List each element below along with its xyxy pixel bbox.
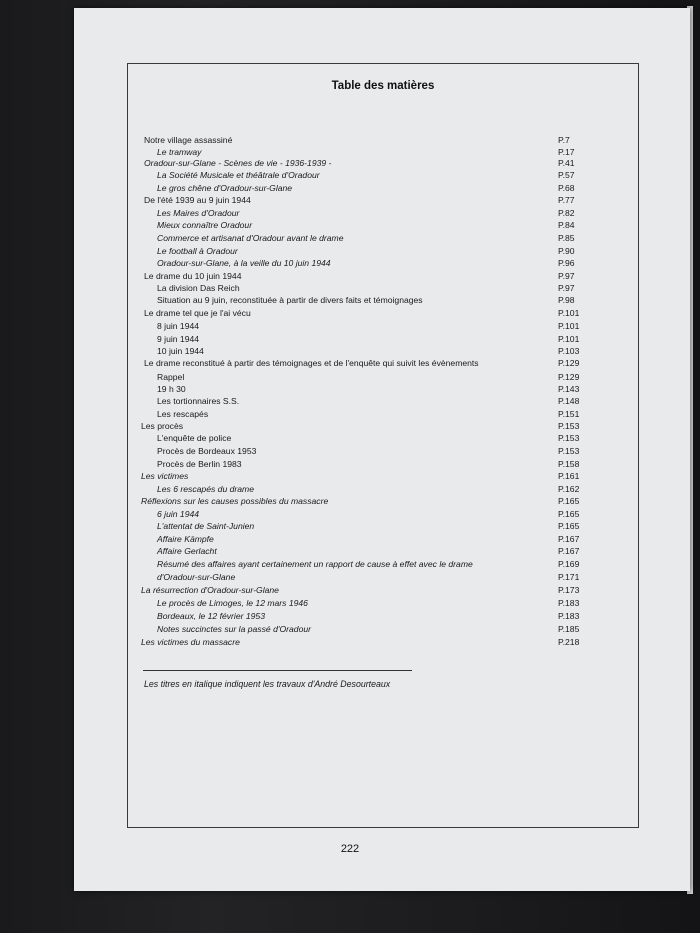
toc-entry-label: Rappel bbox=[157, 372, 185, 382]
toc-entry-label: 6 juin 1944 bbox=[157, 509, 200, 519]
toc-entry-page: P.96 bbox=[558, 258, 575, 268]
toc-entry-page: P.103 bbox=[558, 346, 580, 356]
toc-entry-page: P.165 bbox=[558, 521, 580, 531]
toc-entry-page: P.82 bbox=[558, 208, 575, 218]
toc-entry-label: Le drame reconstitué à partir des témoignages et de l'enquête qui suivit les évènements bbox=[144, 358, 479, 368]
toc-entry-page: P.158 bbox=[558, 459, 580, 469]
toc-entry-page: P.98 bbox=[558, 295, 575, 305]
toc-entry-label: Affaire Kämpfe bbox=[157, 534, 214, 544]
toc-entry-label: 10 juin 1944 bbox=[157, 346, 204, 356]
toc-entry-label: L'enquête de police bbox=[157, 433, 232, 443]
toc-entry-page: P.101 bbox=[558, 334, 580, 344]
toc-entry-label: 9 juin 1944 bbox=[157, 334, 200, 344]
toc-entry-page: P.151 bbox=[558, 409, 580, 419]
toc-entry-page: P.162 bbox=[558, 484, 580, 494]
toc-entry-label: Le drame du 10 juin 1944 bbox=[144, 271, 242, 281]
toc-entry-label: Les rescapés bbox=[157, 409, 209, 419]
toc-entry-page: P.153 bbox=[558, 446, 580, 456]
toc-entry-page: P.183 bbox=[558, 598, 580, 608]
toc-entry-label: Situation au 9 juin, reconstituée à partir de divers faits et témoignages bbox=[157, 295, 423, 305]
toc-entry-page: P.97 bbox=[558, 271, 575, 281]
toc-entry-label: La Société Musicale et théâtrale d'Oradour bbox=[157, 170, 320, 180]
page-number: 222 bbox=[340, 843, 360, 855]
toc-entry-page: P.218 bbox=[558, 637, 580, 647]
toc-entry-label: 19 h 30 bbox=[157, 384, 186, 394]
toc-entry-page: P.173 bbox=[558, 585, 580, 595]
toc-entry-label: Mieux connaître Oradour bbox=[157, 220, 253, 230]
toc-entry-page: P.153 bbox=[558, 421, 580, 431]
toc-entry-label: Résumé des affaires ayant certainement un rapport de cause à effet avec le drame bbox=[157, 559, 473, 569]
toc-entry-page: P.57 bbox=[558, 170, 575, 180]
toc-entry-label: d'Oradour-sur-Glane bbox=[157, 572, 236, 582]
toc-entry-label: De l'été 1939 au 9 juin 1944 bbox=[144, 195, 251, 205]
toc-entry-label: Notes succinctes sur la passé d'Oradour bbox=[157, 624, 312, 634]
toc-entry-label: Bordeaux, le 12 février 1953 bbox=[157, 611, 265, 621]
toc-entry-page: P.84 bbox=[558, 220, 575, 230]
toc-entry-page: P.148 bbox=[558, 396, 580, 406]
toc-entry-label: Le drame tel que je l'ai vécu bbox=[144, 308, 251, 318]
toc-entry-page: P.101 bbox=[558, 321, 580, 331]
toc-entry-label: Les victimes bbox=[141, 471, 189, 481]
toc-entry-label: Affaire Gerlacht bbox=[157, 546, 217, 556]
toc-entry-label: L'attentat de Saint-Junien bbox=[157, 521, 255, 531]
toc-entry-page: P.153 bbox=[558, 433, 580, 443]
toc-entry-label: Procès de Bordeaux 1953 bbox=[157, 446, 257, 456]
page-title: Table des matières bbox=[331, 80, 435, 92]
toc-entry-label: Procès de Berlin 1983 bbox=[157, 459, 242, 469]
footnote-separator bbox=[143, 670, 412, 671]
toc-entry-label: Le football à Oradour bbox=[157, 246, 238, 256]
toc-entry-page: P.169 bbox=[558, 559, 580, 569]
toc-entry-label: 8 juin 1944 bbox=[157, 321, 200, 331]
toc-entry-page: P.101 bbox=[558, 308, 580, 318]
toc-entry-page: P.90 bbox=[558, 246, 575, 256]
toc-entry-label: La division Das Reich bbox=[157, 283, 240, 293]
toc-entry-page: P.85 bbox=[558, 233, 575, 243]
toc-entry-page: P.165 bbox=[558, 509, 580, 519]
toc-entry-label: Les 6 rescapés du drame bbox=[157, 484, 254, 494]
toc-entry-page: P.165 bbox=[558, 496, 580, 506]
toc-entry-page: P.41 bbox=[558, 158, 575, 168]
toc-entry-page: P.161 bbox=[558, 471, 580, 481]
toc-entry-label: Le tramway bbox=[157, 147, 202, 157]
toc-entry-label: Oradour-sur-Glane - Scènes de vie - 1936-1939 - bbox=[144, 158, 332, 168]
toc-entry-page: P.185 bbox=[558, 624, 580, 634]
toc-entry-label: Notre village assassiné bbox=[144, 135, 233, 145]
toc-entry-label: La résurrection d'Oradour-sur-Glane bbox=[141, 585, 279, 595]
toc-entry-page: P.17 bbox=[558, 147, 575, 157]
toc-entry-label: Les tortionnaires S.S. bbox=[157, 396, 240, 406]
toc-entry-label: Le procès de Limoges, le 12 mars 1946 bbox=[157, 598, 308, 608]
toc-entry-page: P.143 bbox=[558, 384, 580, 394]
toc-entry-label: Commerce et artisanat d'Oradour avant le drame bbox=[157, 233, 344, 243]
toc-entry-page: P.167 bbox=[558, 546, 580, 556]
toc-entry-page: P.129 bbox=[558, 372, 580, 382]
toc-entry-page: P.167 bbox=[558, 534, 580, 544]
toc-entry-page: P.171 bbox=[558, 572, 580, 582]
toc-entry-label: Oradour-sur-Glane, à la veille du 10 juin 1944 bbox=[157, 258, 331, 268]
toc-entry-page: P.7 bbox=[558, 135, 570, 145]
toc-entry-page: P.129 bbox=[558, 358, 580, 368]
footnote: Les titres en italique indiquent les travaux d'André Desourteaux bbox=[144, 679, 391, 689]
toc-entry-label: Réflexions sur les causes possibles du massacre bbox=[141, 496, 329, 506]
toc-entry-page: P.68 bbox=[558, 183, 575, 193]
toc-entry-label: Les victimes du massacre bbox=[141, 637, 240, 647]
toc-entry-label: Les Maires d'Oradour bbox=[157, 208, 240, 218]
toc-entry-page: P.97 bbox=[558, 283, 575, 293]
toc-entry-label: Le gros chêne d'Oradour-sur-Glane bbox=[157, 183, 293, 193]
toc-entry-page: P.77 bbox=[558, 195, 575, 205]
toc-entry-page: P.183 bbox=[558, 611, 580, 621]
toc-entry-label: Les procès bbox=[141, 421, 184, 431]
